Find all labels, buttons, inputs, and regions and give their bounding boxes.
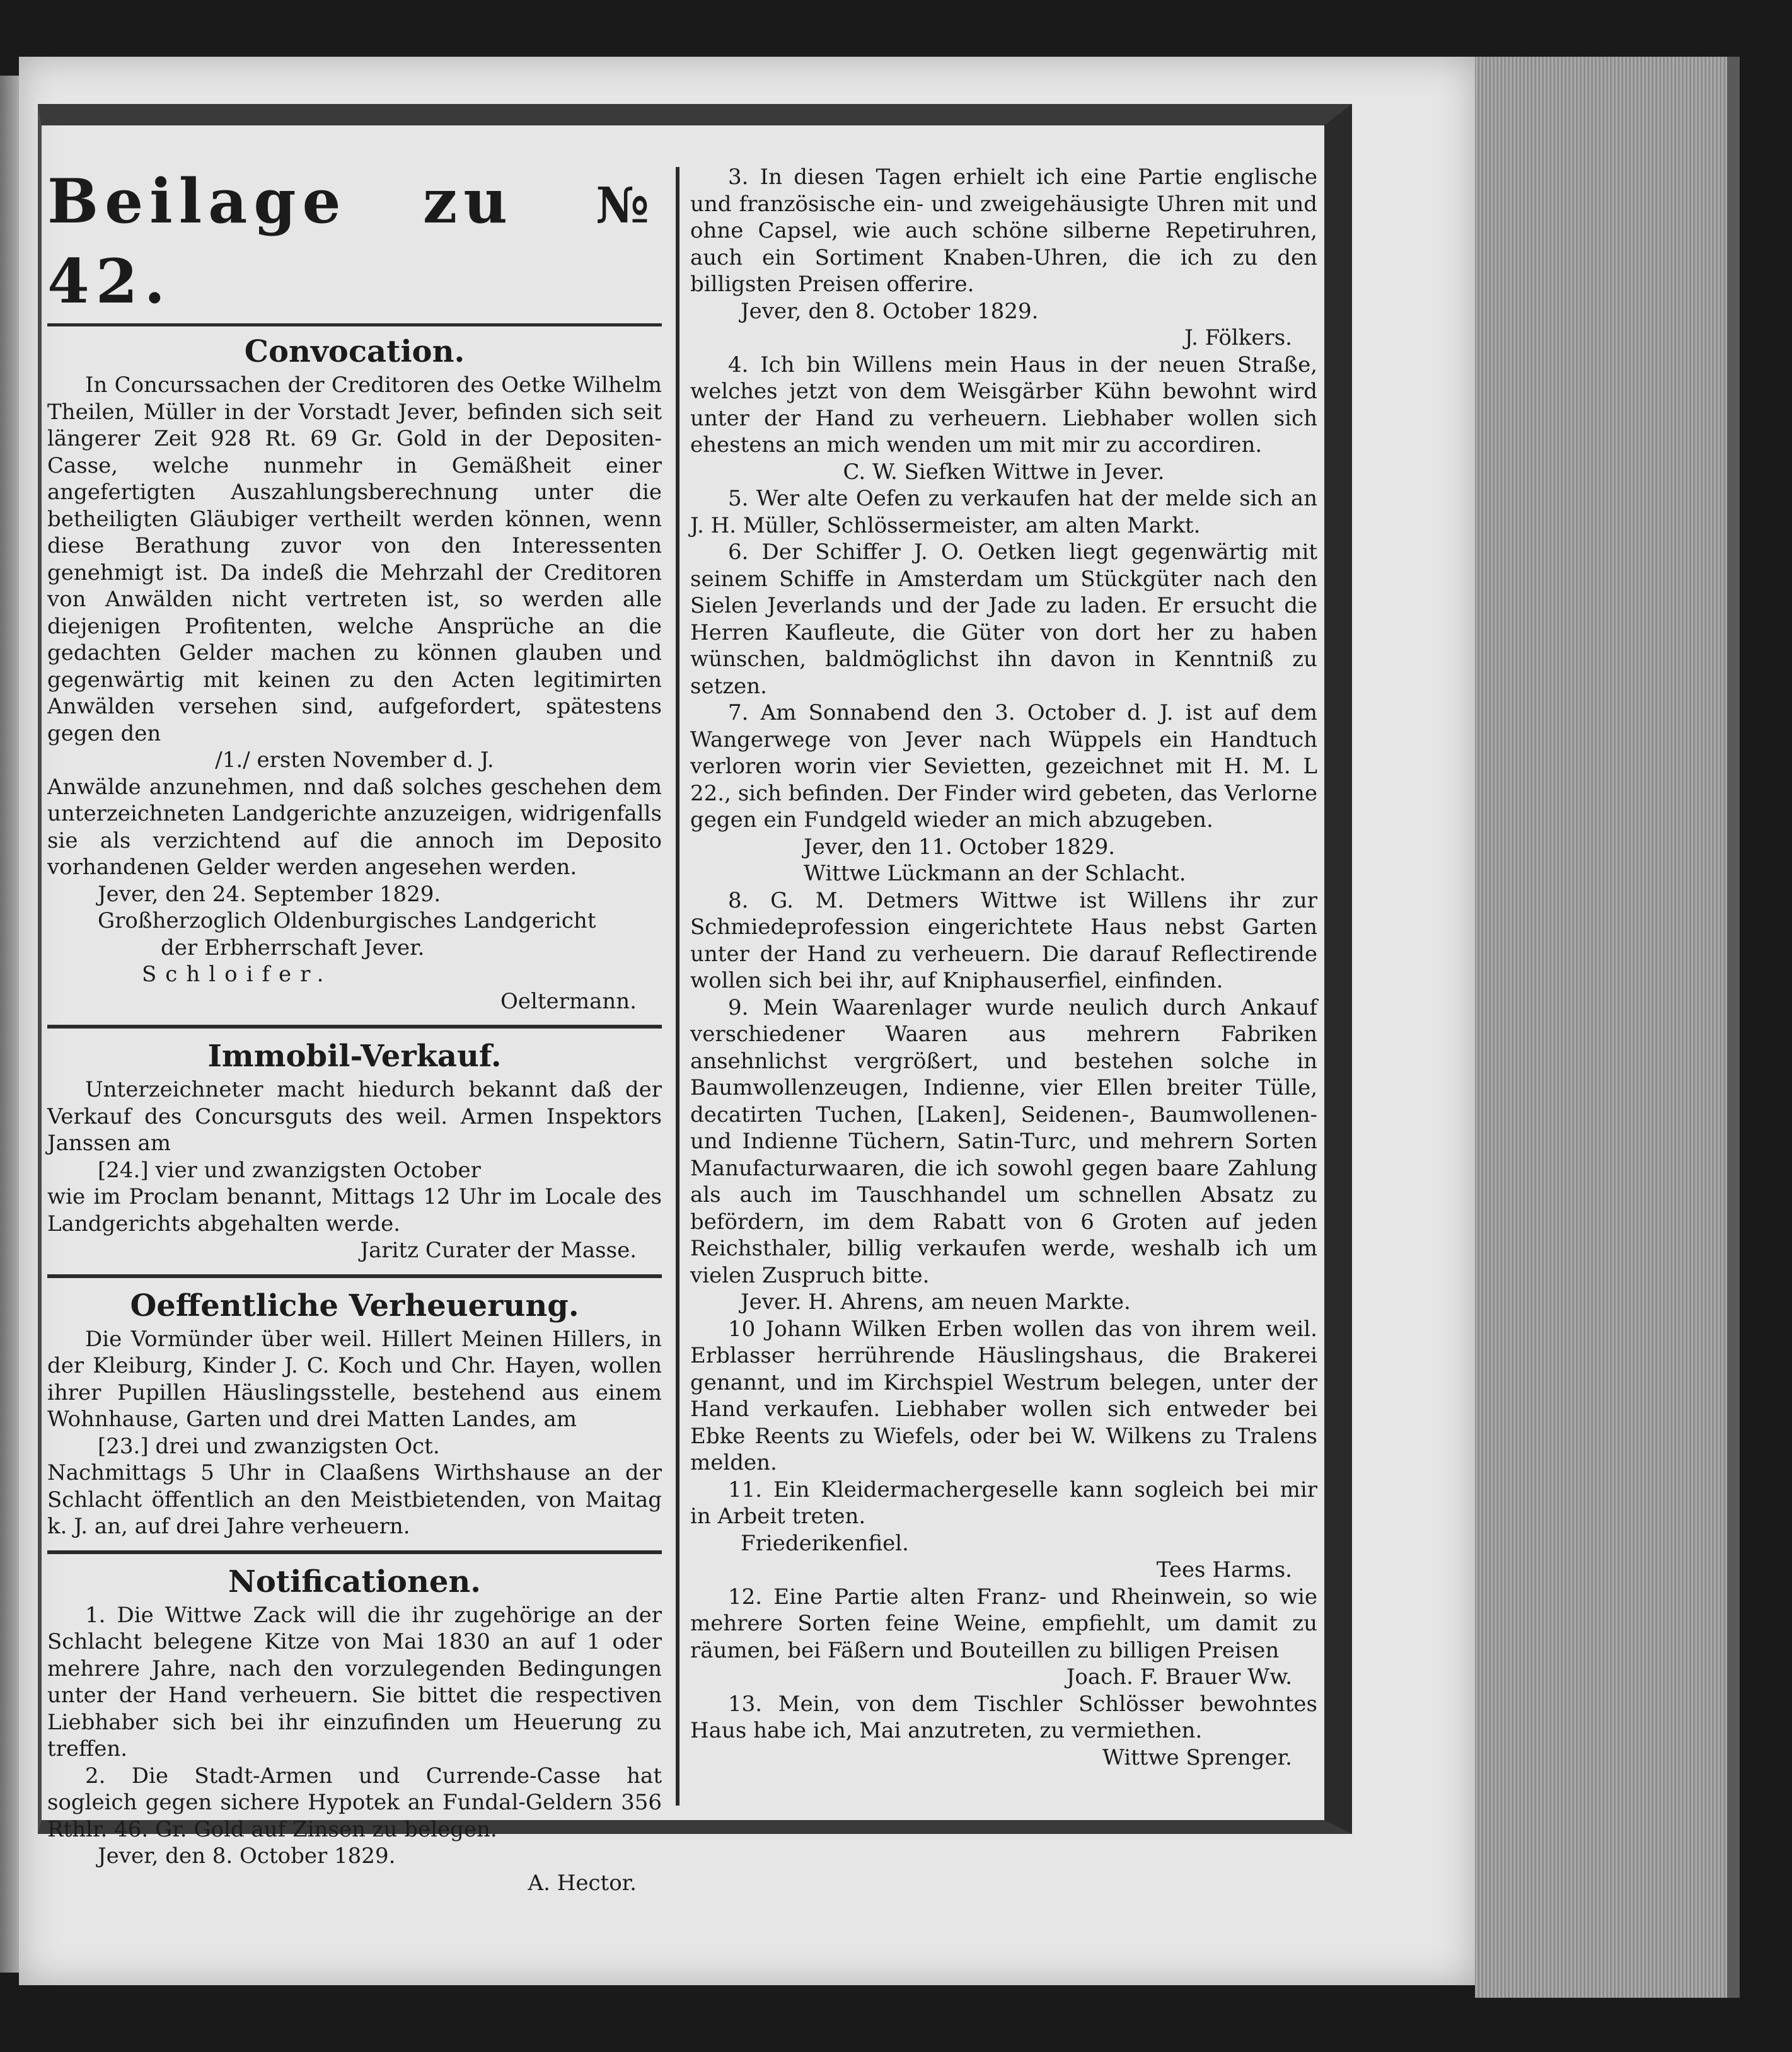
convocation-body-2: Anwälde anzunehmen, nnd daß solches geschehen dem unterzeichneten Landgerichte anzuzeigen, widrigenfalls sie als verzichtend auf die annoch im Deposito vorhandenen Gelder werden angesehen werden. — [47, 774, 662, 880]
immobil-signature: Jaritz Curater der Masse. — [360, 1238, 637, 1263]
section-rule — [47, 1274, 662, 1278]
convocation-notice — [47, 333, 662, 1015]
notification-9: 9. Mein Waarenlager wurde neulich durch Ankauf verschiedener Waaren aus mehrern Fabriken ansehnlichst vergrößert, und bestehen solche in Baumwollenzeugen, Indienne, vier Ellen breiter Tülle, decatirten Tuchen, [Laken], Seidenen-, Baumwollenen- und Indienne Tüchern, Satin-Turc, und mehrern Sorten Manufacturwaaren, die ich sowohl gegen baare Zahlung als auch im Tauschhandel um schnellen Absatz zu befördern, im dem Rabatt von 6 Groten auf jeden Reichsthaler, billig verkaufen werde, weshalb ich um vielen Zuspruch bitte. — [690, 994, 1317, 1288]
notification-6: 6. Der Schiffer J. O. Oetken liegt gegenwärtig mit seinem Schiffe in Amsterdam um Stückgüter nach den Sielen Jeverlands und der Jade zu laden. Er ersucht die Herren Kaufleute, die Güter von dort her zu haben wünschen, baldmöglichst ihn davon in Kenntniß zu setzen. — [690, 539, 1317, 699]
notification-4: 4. Ich bin Willens mein Haus in der neuen Straße, welches jetzt von dem Weisgärber Kühn bewohnt wird unter der Hand zu verheuern. Liebhaber wollen sich ehestens an mich wenden um mit mir zu accordiren. — [690, 352, 1317, 458]
masthead-no: № — [596, 177, 656, 234]
verheuerung-title: Oeffentliche Verheuerung. — [130, 1288, 579, 1323]
notification-1: 1. Die Wittwe Zack will die ihr zugehörige an der Schlacht belegene Kitze von Mai 1830 an auf 1 oder mehrere Jahre, nach den vorzulegenden Bedingungen unter der Hand verheuern. Sie bittet die respectiven Liebhaber sich bei ihr einzufinden um Heuerung zu treffen. — [47, 1602, 662, 1761]
notification-5: 5. Wer alte Oefen zu verkaufen hat der melde sich an J. H. Müller, Schlössermeister, am alten Markt. — [690, 486, 1317, 538]
section-rule — [47, 1550, 662, 1554]
book-block-edge — [1475, 57, 1740, 1998]
convocation-court-2: der Erbherrschaft Jever. — [161, 935, 425, 960]
immobil-notice — [47, 1037, 662, 1264]
notification-7-date: Jever, den 11. October 1829. — [804, 834, 1116, 860]
notification-11: 11. Ein Kleidermachergeselle kann sogleich bei mir in Arbeit treten. — [690, 1477, 1317, 1529]
right-column — [690, 164, 1317, 1771]
column-divider — [676, 167, 679, 1806]
notification-13: 13. Mein, von dem Tischler Schlösser bewohntes Haus habe ich, Mai anzutreten, zu vermiethen. — [690, 1691, 1317, 1743]
convocation-signature-2: Oeltermann. — [500, 988, 637, 1014]
notification-4-signature: C. W. Siefken Wittwe in Jever. — [843, 459, 1165, 485]
immobil-body-2: wie im Proclam benannt, Mittags 12 Uhr im Locale des Landgerichts abgehalten werde. — [47, 1184, 662, 1236]
convocation-signature-1: Schloifer. — [142, 962, 333, 987]
notification-9-signature: Jever. H. Ahrens, am neuen Markte. — [741, 1289, 1131, 1315]
verheuerung-date-line: [23.] drei und zwanzigsten Oct. — [98, 1433, 440, 1459]
notification-2-date: Jever, den 8. October 1829. — [98, 1843, 396, 1869]
notification-7: 7. Am Sonnabend den 3. October d. J. ist auf dem Wangerwege von Jever nach Wüppels ein Handtuch verloren worin vier Sevietten, gezeichnet mit H. M. L 22., sich befinden. Der Finder wird gebeten, das Verlorne gegen ein Fundgeld wieder an mich abzugeben. — [690, 700, 1317, 833]
notification-2: 2. Die Stadt-Armen und Currende-Casse hat sogleich gegen sichere Hypotek an Fundal-Geldern 356 Rthlr. 46. Gr. Gold auf Zinsen zu belegen. — [47, 1763, 662, 1842]
notifications-title: Notificationen. — [228, 1564, 481, 1600]
masthead-number: 42. — [47, 246, 172, 317]
notification-11-signature: Tees Harms. — [1156, 1557, 1292, 1582]
convocation-date: Jever, den 24. September 1829. — [98, 881, 441, 907]
notification-7-signature: Wittwe Lückmann an der Schlacht. — [804, 861, 1186, 886]
immobil-body: Unterzeichneter macht hiedurch bekannt daß der Verkauf des Concursguts des weil. Armen Inspektors Janssen am — [47, 1077, 662, 1156]
convocation-court: Großherzoglich Oldenburgisches Landgericht — [98, 908, 596, 933]
immobil-date-line: [24.] vier und zwanzigsten October — [98, 1157, 481, 1183]
convocation-body: In Concurssachen der Creditoren des Oetke Wilhelm Theilen, Müller in der Vorstadt Jever, befinden sich seit längerer Zeit 928 Rt. 69 Gr. Gold in der Depositen-Casse, welche nunmehr in Gemäßheit einer angefertigten Auszahlungsberechnung unter die betheiligten Gläubiger vertheilt werden können, wenn diese Berathung zuvor von den Interessenten genehmigt ist. Da indeß die Mehrzahl der Creditoren von Anwälden nicht vertreten ist, so werden alle diejenigen Profitenten, welche Ansprüche an die gedachten Gelder machen zu können glauben und gegenwärtig mit keinen zu den Acten legitimirten Anwälden versehen sind, aufgefordert, spätestens gegen den — [47, 372, 662, 746]
verheuerung-body-2: Nachmittags 5 Uhr in Claaßens Wirthshause an der Schlacht öffentlich an den Meistbietenden, von Maitag k. J. an, auf drei Jahre verheuern. — [47, 1460, 662, 1539]
notification-8: 8. G. M. Detmers Wittwe ist Willens ihr zur Schmiedeprofession eingerichtete Haus nebst Garten unter der Hand zu verheuern. Die darauf Reflectirende wollen sich bei ihr, auf Kniphauserfiel, einfinden. — [690, 887, 1317, 993]
notifications-section — [47, 1563, 662, 1897]
left-column — [47, 164, 662, 1896]
notification-3: 3. In diesen Tagen erhielt ich eine Partie englische und französische ein- und zweigehäusigte Uhren mit und ohne Capsel, wie auch schöne silberne Repetiruhren, auch ein Sortiment Knaben-Uhren, die ich zu den billigsten Preisen offerire. — [690, 164, 1317, 297]
verheuerung-body: Die Vormünder über weil. Hillert Meinen Hillers, in der Kleiburg, Kinder J. C. Koch und Chr. Hayen, wollen ihrer Pupillen Häuslingsstelle, bestehend aus einem Wohnhause, Garten und drei Matten Landes, am — [47, 1326, 662, 1432]
masthead-word: Beilage zu — [47, 166, 514, 237]
notification-2-signature: A. Hector. — [528, 1870, 637, 1896]
masthead — [47, 164, 662, 326]
immobil-title: Immobil-Verkauf. — [207, 1039, 502, 1074]
notification-10: 10 Johann Wilken Erben wollen das von ihrem weil. Erblasser herrührende Häuslingshaus, die Brakerei genannt, und im Kirchspiel Westrum belegen, unter der Hand verkaufen. Liebhaber wollen sich entweder bei Ebke Reents zu Wiefels, oder bei W. Wilkens zu Tralens melden. — [690, 1316, 1317, 1475]
notification-3-date: Jever, den 8. October 1829. — [741, 298, 1039, 324]
verheuerung-notice — [47, 1287, 662, 1540]
notification-13-signature: Wittwe Sprenger. — [1102, 1744, 1292, 1770]
notification-12: 12. Eine Partie alten Franz- und Rheinwein, so wie mehrere Sorten feine Weine, empfiehlt, um damit zu räumen, bei Fäßern und Bouteillen zu billigen Preisen — [690, 1584, 1317, 1663]
notification-3-signature: J. Fölkers. — [1184, 325, 1292, 350]
convocation-title: Convocation. — [244, 334, 465, 369]
section-rule — [47, 1025, 662, 1029]
notification-11-place: Friederikenfiel. — [741, 1530, 909, 1556]
convocation-deadline: /1./ ersten November d. J. — [215, 747, 494, 773]
notification-12-signature: Joach. F. Brauer Ww. — [1066, 1664, 1292, 1690]
